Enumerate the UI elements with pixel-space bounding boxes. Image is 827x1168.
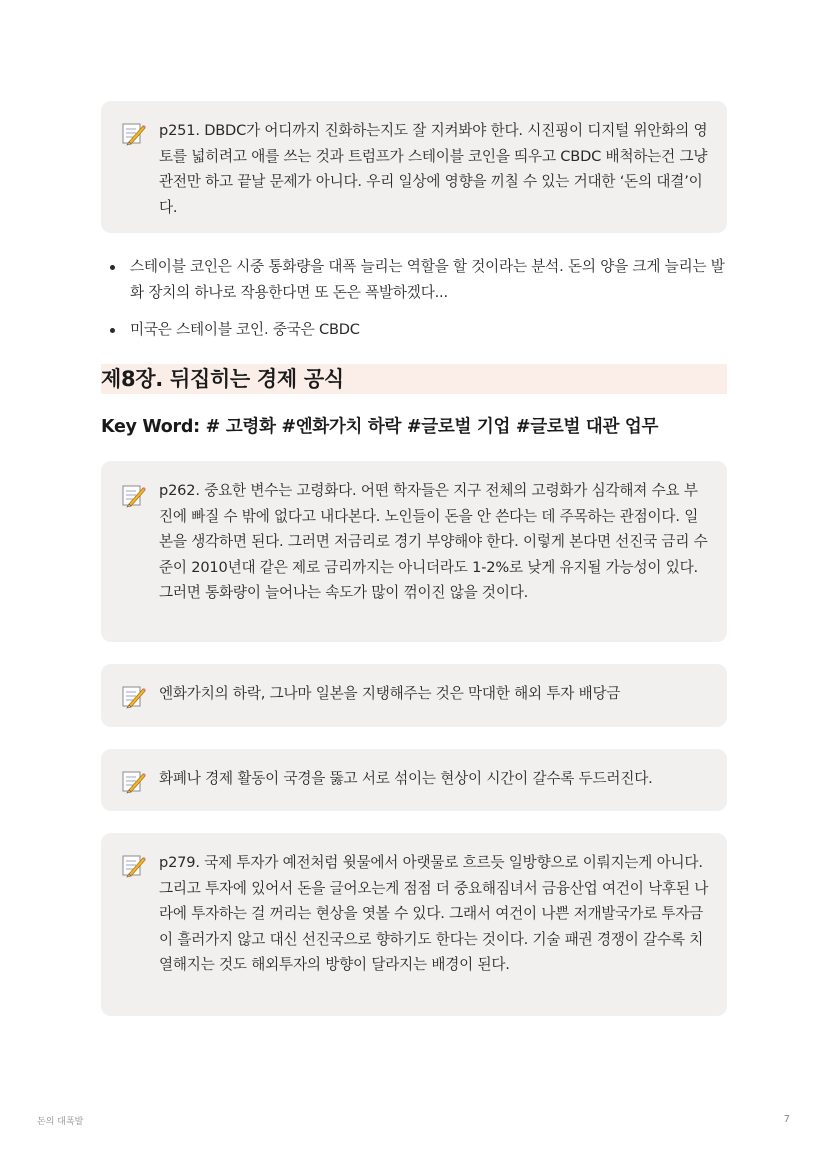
callout-text: p251. DBDC가 어디까지 진화하는지도 잘 지켜봐야 한다. 시진핑이 디지털 위안화의 영토를 넓히려고 애를 쓰는 것과 트럼프가 스테이블 코인을 띄우고 CBDC 배척하는건 그냥 관전만 하고 끝날 문제가 아니다. 우리 일상에 영향을 끼칠 수 있는 거대한 ‘돈의 대결’이다. <box>159 122 708 216</box>
callout-text: p262. 중요한 변수는 고령화다. 어떤 학자들은 지구 전체의 고령화가 심각해져 수요 부진에 빠질 수 밖에 없다고 내다본다. 노인들이 돈을 안 쓴다는 데 주목하는 관점이다. 일본을 생각하면 된다. 그러면 저금리로 경기 부양해야 한다. 이렇게 본다면 선진국 금리 수준이 2010년대 같은 제로 금리까지는 아니더라도 1-2%로 낮게 유지될 가능성이 있다. 그러면 통화량이 늘어나는 속도가 많이 꺾이진 않을 것이다. <box>159 482 708 602</box>
callout-p251 <box>101 101 727 233</box>
memo-pencil-icon <box>120 852 146 878</box>
callout-text: 엔화가치의 하락, 그나마 일본을 지탱해주는 것은 막대한 해외 투자 배당금 <box>159 685 621 702</box>
callout-currency <box>101 749 727 811</box>
chapter-heading-block <box>101 364 727 394</box>
list-item <box>110 317 730 343</box>
list-item-text: 미국은 스테이블 코인. 중국은 CBDC <box>130 321 360 339</box>
callout-p279 <box>101 833 727 1016</box>
keyword-line: Key Word: # 고령화 #엔화가치 하락 #글로벌 기업 #글로벌 대관 업무 <box>101 417 659 437</box>
memo-pencil-icon <box>120 482 146 508</box>
footer-title: 돈의 대폭발 <box>37 1117 84 1127</box>
memo-pencil-icon <box>120 120 146 146</box>
callout-text: 화폐나 경제 활동이 국경을 뚫고 서로 섞이는 현상이 시간이 갈수록 두드러진다. <box>159 770 653 787</box>
memo-pencil-icon <box>120 768 146 794</box>
bullet-list <box>110 254 730 355</box>
callout-p262 <box>101 461 727 642</box>
list-item <box>110 254 730 305</box>
memo-pencil-icon <box>120 683 146 709</box>
bullet-dot <box>110 328 115 333</box>
callout-text: p279. 국제 투자가 예전처럼 윗물에서 아랫물로 흐르듯 일방향으로 이뤄지는게 아니다. 그리고 투자에 있어서 돈을 글어오는게 점점 더 중요해짐녀서 금융산업 여건이 낙후된 나라에 투자하는 걸 꺼리는 현상을 엿볼 수 있다. 그래서 여건이 나쁜 저개발국가로 투자금이 흘러가지 않고 대신 선진국으로 향하기도 한다는 것이다. 기술 패권 경쟁이 갈수록 치열해지는 것도 해외투자의 방향이 달라지는 배경이 된다. <box>159 854 709 974</box>
callout-yen <box>101 664 727 727</box>
chapter-title: 제8장. 뒤집히는 경제 공식 <box>101 367 344 391</box>
bullet-dot <box>110 265 115 270</box>
list-item-text: 스테이블 코인은 시중 통화량을 대폭 늘리는 역할을 할 것이라는 분석. 돈의 양을 크게 늘리는 발화 장치의 하나로 작용한다면 또 돈은 폭발하겠다... <box>130 258 725 301</box>
page-number: 7 <box>783 1114 790 1125</box>
